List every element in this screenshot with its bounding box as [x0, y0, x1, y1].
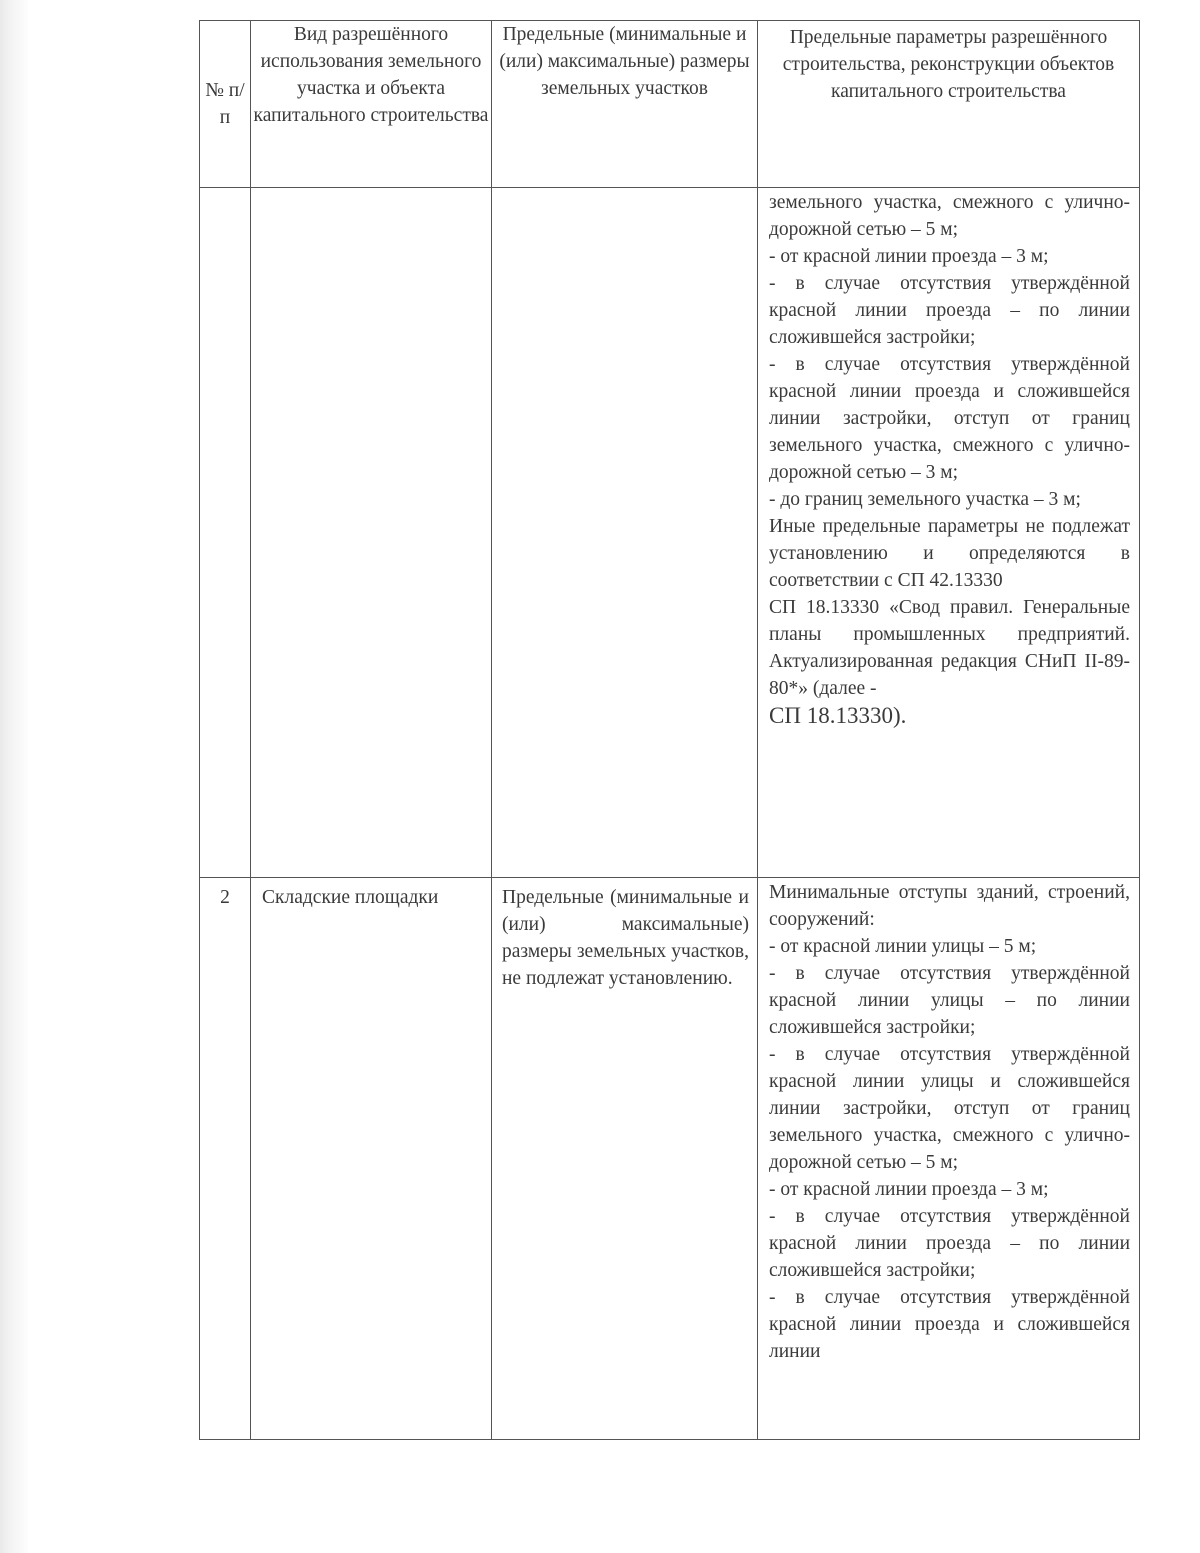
cell-size — [492, 188, 758, 878]
param-line: - от красной линии проезда – 3 м; — [769, 246, 1049, 267]
param-line: - в случае отсутствия утверждённой красной линии проезда – по линии сложившейся застройки; — [769, 273, 1130, 348]
param-line: Минимальные отступы зданий, строений, сооружений: — [769, 882, 1130, 930]
land-use-regulations-table — [199, 20, 1140, 1440]
cell-number — [200, 188, 251, 878]
param-line: - в случае отсутствия утверждённой красной линии улицы – по линии сложившейся застройки; — [769, 963, 1130, 1038]
param-line: - в случае отсутствия утверждённой красной линии проезда – по линии сложившейся застройки; — [769, 1206, 1130, 1281]
header-number: № п/п — [200, 21, 251, 188]
param-line: - в случае отсутствия утверждённой красной линии проезда и сложившейся линии застройки, отступ от границ земельного участка, смежного с улично-дорожной сетью – 3 м; — [769, 354, 1130, 483]
param-line: - до границ земельного участка – 3 м; — [769, 489, 1081, 510]
param-line: - от красной линии проезда – 3 м; — [769, 1179, 1049, 1200]
param-line: - в случае отсутствия утверждённой красной линии улицы и сложившейся линии застройки, отступ от границ земельного участка, смежного с улично-дорожной сетью – 5 м; — [769, 1044, 1130, 1173]
param-line: земельного участка, смежного с улично-дорожной сетью – 5 м; — [769, 192, 1130, 240]
cell-params — [758, 878, 1140, 1440]
size-text: Предельные (минимальные и (или) максимальные) размеры земельных участков, не подлежат установлению. — [502, 887, 749, 989]
table-row — [200, 188, 1140, 878]
header-params: Предельные параметры разрешённого строительства, реконструкции объектов капитального строительства — [758, 21, 1140, 188]
param-line: СП 18.13330). — [769, 703, 907, 728]
param-line: Иные предельные параметры не подлежат установлению и определяются в соответствии с СП 42.13330 — [769, 516, 1130, 591]
param-line: СП 18.13330 «Свод правил. Генеральные планы промышленных предприятий. Актуализированная редакция СНиП II-89-80*» (далее - — [769, 597, 1130, 699]
cell-number: 2 — [200, 878, 251, 1440]
cell-params — [758, 188, 1140, 878]
cell-kind: Складские площадки — [251, 878, 492, 1440]
header-size: Предельные (минимальные и (или) максимальные) размеры земельных участков — [492, 21, 758, 188]
cell-kind — [251, 188, 492, 878]
param-line: - в случае отсутствия утверждённой красной линии проезда и сложившейся линии — [769, 1287, 1130, 1362]
table-row — [200, 878, 1140, 1440]
params-clip — [769, 879, 1130, 1434]
table-header-row — [200, 21, 1140, 188]
param-line: - от красной линии улицы – 5 м; — [769, 936, 1037, 957]
cell-size — [492, 878, 758, 1440]
header-kind: Вид разрешённого использования земельного участка и объекта капитального строительства — [251, 21, 492, 188]
